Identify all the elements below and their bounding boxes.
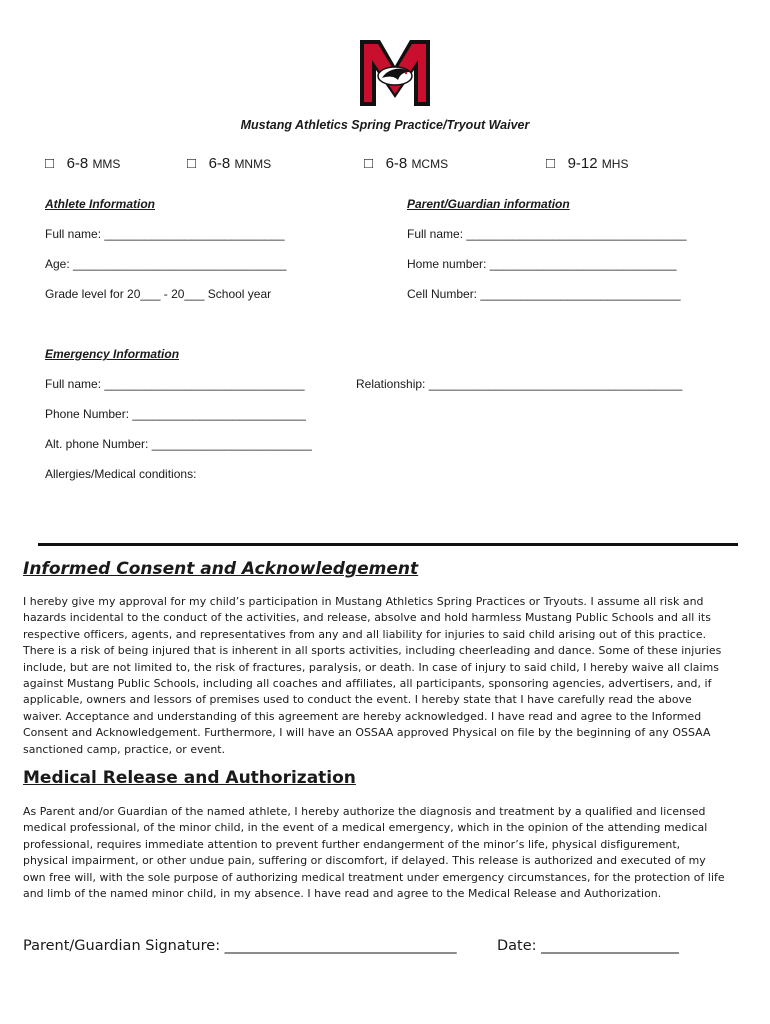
school-grades: 6-8 <box>66 155 89 172</box>
form-title: Mustang Athletics Spring Practice/Tryout Waiver <box>240 118 530 132</box>
checkbox-icon[interactable]: □ <box>546 155 556 172</box>
medical-release-heading: Medical Release and Authorization <box>23 768 356 788</box>
school-option-mnms[interactable] <box>187 155 271 172</box>
athlete-info-heading: Athlete Information <box>45 197 155 211</box>
consent-heading: Informed Consent and Acknowledgement <box>23 559 419 579</box>
signature-date-field[interactable]: Date: ___________________ <box>497 938 679 954</box>
allergies-field[interactable]: Allergies/Medical conditions: <box>45 467 197 481</box>
guardian-home-number-field[interactable]: Home number: ____________________________ <box>407 257 677 271</box>
emergency-relationship-field[interactable]: Relationship: ______________________________________ <box>356 377 683 391</box>
mustang-logo <box>358 36 432 110</box>
guardian-signature-field[interactable]: Parent/Guardian Signature: ________________________________ <box>23 938 457 954</box>
emergency-alt-phone-field[interactable]: Alt. phone Number: ________________________ <box>45 437 312 451</box>
school-abbr: MMS <box>92 157 121 171</box>
guardian-info-heading: Parent/Guardian information <box>407 197 570 211</box>
school-option-mcms[interactable] <box>364 155 448 172</box>
consent-paragraph: I hereby give my approval for my child’s participation in Mustang Athletics Spring Practices or Tryouts. I assume all risk and hazards incidental to the conduct of the activities, and release, absolve and hold harmless Mustang Public Schools and all its respective officers, agents, and representatives from any and all liability for injuries to said child arising out of this practice. There is a risk of being injured that is inherent in all sports activities, including cheerleading and dance. Some of these injuries include, but are not limited to, the risk of fractures, paralysis, or death. In case of injury to said child, I hereby waive all claims against Mustang Public Schools, including all coaches and affiliates, all participants, sponsoring agencies, advertisers, and, if applicable, owners and lessors of premises used to conduct the event. I hereby state that I have carefully read the above waiver. Acceptance and understanding of this agreement are hereby acknowledged. I have read and agree to the Informed Consent and Acknowledgement. Furthermore, I will have an OSSAA approved Physical on file by the beginning of any OSSAA sanctioned camp, practice, or event. <box>23 595 722 756</box>
checkbox-icon[interactable]: □ <box>187 155 197 172</box>
emergency-phone-field[interactable]: Phone Number: __________________________ <box>45 407 306 421</box>
school-abbr: MHS <box>601 157 629 171</box>
school-grades: 6-8 <box>208 155 231 172</box>
logo-horse-emblem <box>378 67 412 85</box>
guardian-cell-number-field[interactable]: Cell Number: ______________________________ <box>407 287 681 301</box>
section-divider <box>38 543 738 546</box>
athlete-age-field[interactable]: Age: ________________________________ <box>45 257 287 271</box>
checkbox-icon[interactable]: □ <box>45 155 55 172</box>
medical-release-paragraph: As Parent and/or Guardian of the named athlete, I hereby authorize the diagnosis and treatment by a qualified and licensed medical professional, of the minor child, in the event of a medical emergency, which in the opinion of the attending medical professional, requires immediate attention to prevent further endangerment of the minor’s life, physical disfigurement, physical impairment, or other undue pain, suffering or discomfort, if delayed. This release is authorized and executed of my own free will, with the sole purpose of authorizing medical treatment under emergency circumstances, for the protection of life and limb of the named minor child, in my absence. I have read and agree to the Medical Release and Authorization. <box>23 805 725 901</box>
emergency-full-name-field[interactable]: Full name: ______________________________ <box>45 377 305 391</box>
athlete-full-name-field[interactable]: Full name: ___________________________ <box>45 227 285 241</box>
school-option-mhs[interactable] <box>546 155 628 172</box>
school-abbr: MCMS <box>411 157 449 171</box>
athlete-grade-field[interactable]: Grade level for 20___ - 20___ School year <box>45 287 272 301</box>
emergency-info-heading: Emergency Information <box>45 347 180 361</box>
guardian-full-name-field[interactable]: Full name: _________________________________ <box>407 227 687 241</box>
school-abbr: MNMS <box>234 157 272 171</box>
school-grades: 6-8 <box>385 155 408 172</box>
school-grades: 9-12 <box>567 155 598 172</box>
school-option-mms[interactable] <box>45 155 120 172</box>
checkbox-icon[interactable]: □ <box>364 155 374 172</box>
